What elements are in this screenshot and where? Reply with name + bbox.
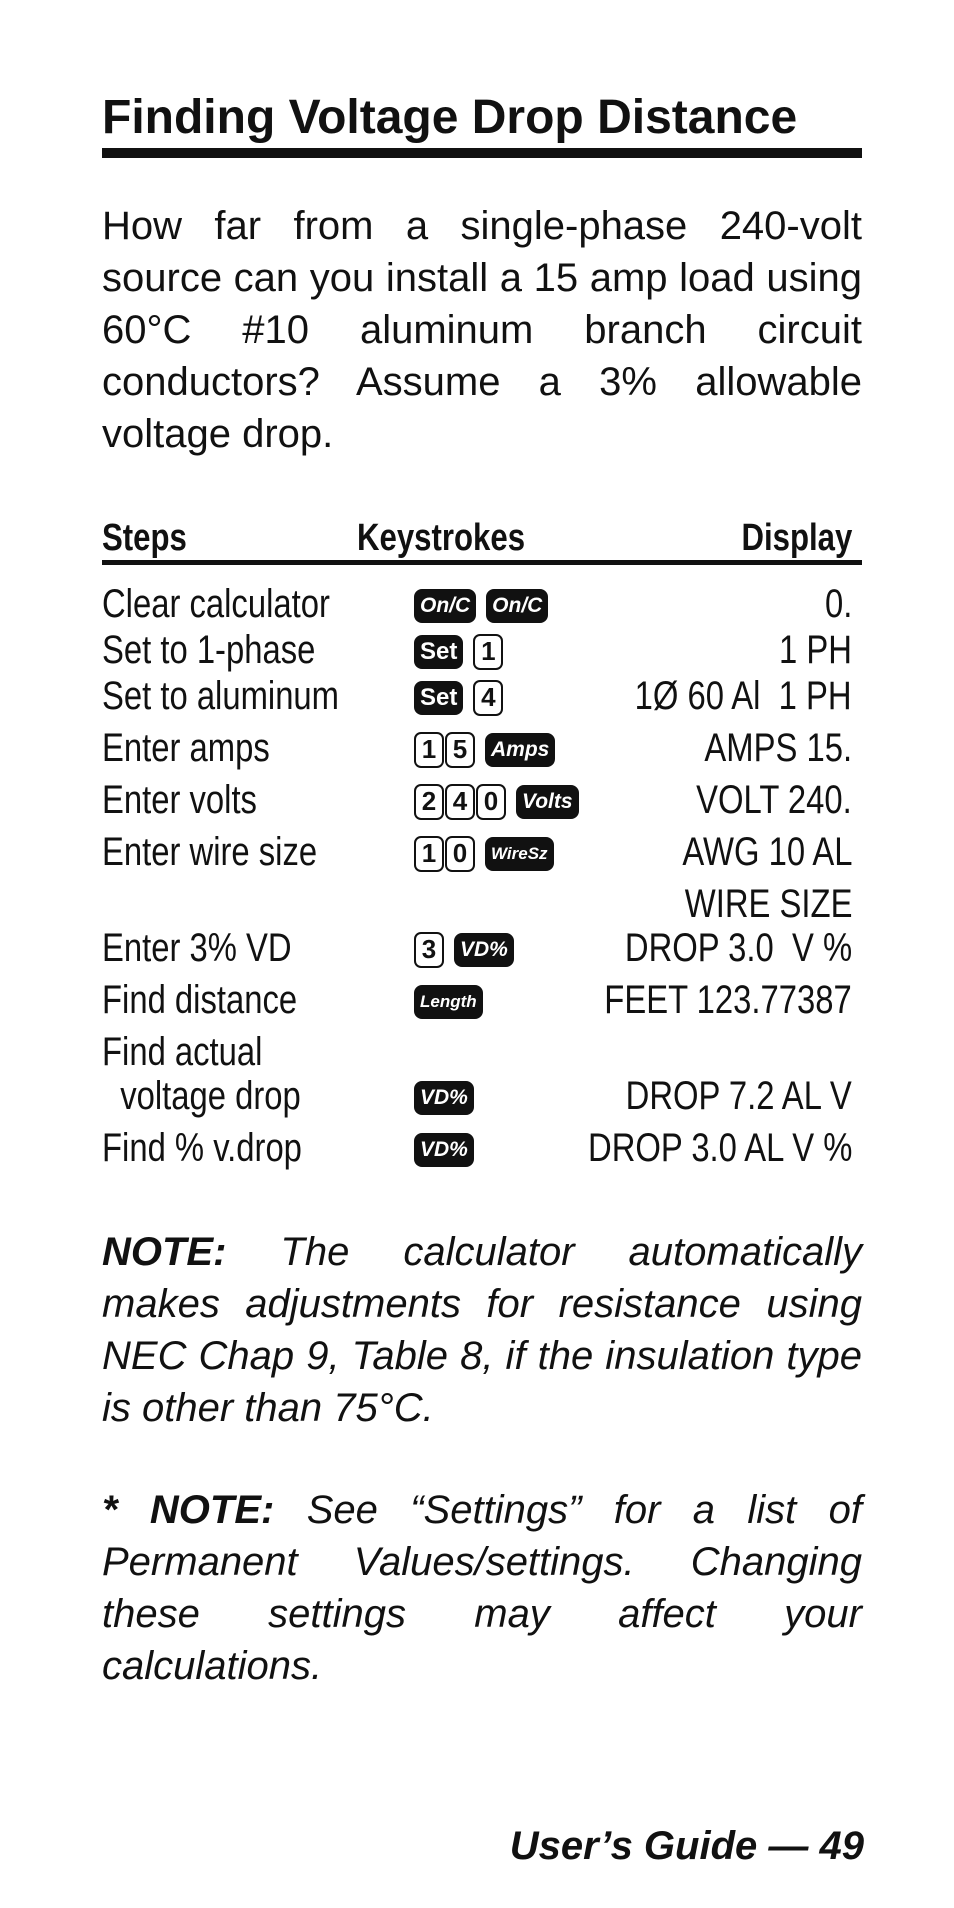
calculator-key: VD% xyxy=(414,1133,474,1167)
digit-keys xyxy=(414,836,475,872)
calculator-key: Set xyxy=(414,681,463,715)
keystrokes xyxy=(414,836,554,872)
note-resistance xyxy=(102,1226,862,1434)
calculator-key: On/C xyxy=(414,589,476,623)
digit-key: 4 xyxy=(445,784,475,820)
keystrokes xyxy=(414,1080,474,1116)
table-header-rule xyxy=(102,560,862,565)
display-readout: DROP 7.2 AL V xyxy=(625,1074,852,1118)
note-settings xyxy=(102,1484,862,1692)
table-row xyxy=(102,1072,862,1124)
note-label: NOTE: xyxy=(102,1230,227,1274)
step-label: voltage drop xyxy=(102,1074,301,1118)
keystrokes xyxy=(414,1132,474,1168)
display-readout: 0. xyxy=(824,582,852,626)
digit-keys xyxy=(473,634,503,670)
keystrokes xyxy=(414,984,483,1020)
page-footer: User’s Guide — 49 xyxy=(509,1824,864,1868)
display-readout: DROP 3.0 AL V % xyxy=(587,1126,852,1170)
digit-key: 4 xyxy=(473,680,503,716)
intro-paragraph: How far from a single-phase 240-volt source can you install a 15 amp load using 60°C #10 aluminum branch circuit conductors? Assume a 3% allowable voltage drop. xyxy=(102,204,862,456)
digit-key: 2 xyxy=(414,784,444,820)
table-row xyxy=(102,828,862,880)
table-row xyxy=(102,672,862,724)
table-row xyxy=(102,580,862,626)
display-readout: WIRE SIZE xyxy=(684,882,852,926)
step-label: Set to aluminum xyxy=(102,674,340,718)
keystrokes xyxy=(414,634,503,670)
display-readout: DROP 3.0 V % xyxy=(624,926,852,970)
digit-keys xyxy=(414,932,444,968)
steps-table xyxy=(102,510,862,1176)
keystrokes xyxy=(414,588,548,624)
table-row xyxy=(102,626,862,672)
step-label: Clear calculator xyxy=(102,582,330,626)
digit-key: 0 xyxy=(445,836,475,872)
digit-keys xyxy=(414,784,506,820)
digit-keys xyxy=(414,732,475,768)
keystrokes xyxy=(414,680,503,716)
digit-key: 1 xyxy=(414,732,444,768)
keystrokes xyxy=(414,732,555,768)
calculator-key: VD% xyxy=(414,1081,474,1115)
page-title: Finding Voltage Drop Distance xyxy=(102,91,798,144)
note-label: * NOTE: xyxy=(102,1488,275,1532)
digit-key: 0 xyxy=(476,784,506,820)
table-row xyxy=(102,724,862,776)
step-label: Enter amps xyxy=(102,726,270,770)
keystrokes xyxy=(414,932,514,968)
keystrokes xyxy=(414,784,579,820)
digit-key: 3 xyxy=(414,932,444,968)
digit-key: 1 xyxy=(414,836,444,872)
calculator-key: Volts xyxy=(516,785,579,819)
header-keystrokes: Keystrokes xyxy=(357,517,526,559)
note-text: See “Settings” for a list of Permanent Values/settings. Changing these settings may affect your calculations. xyxy=(102,1488,862,1688)
step-label: Enter volts xyxy=(102,778,257,822)
step-label: Find % v.drop xyxy=(102,1126,302,1170)
calculator-key: VD% xyxy=(454,933,514,967)
display-readout: 1 PH xyxy=(779,628,852,672)
step-label: Set to 1-phase xyxy=(102,628,316,672)
table-header xyxy=(102,510,861,566)
header-steps: Steps xyxy=(102,517,187,559)
calculator-key: Length xyxy=(414,985,483,1019)
calculator-key: Amps xyxy=(485,733,555,767)
title-underline xyxy=(102,148,862,158)
calculator-key: Set xyxy=(414,635,463,669)
display-readout: AWG 10 AL xyxy=(681,830,852,874)
digit-key: 1 xyxy=(473,634,503,670)
table-row xyxy=(102,924,862,976)
calculator-key: WireSz xyxy=(485,837,554,871)
display-readout: 1Ø 60 Al 1 PH xyxy=(635,674,852,718)
table-row xyxy=(102,776,862,828)
note-text: The calculator automatically makes adjustments for resistance using NEC Chap 9, Table 8, if the insulation type is other than 75°C. xyxy=(102,1230,862,1430)
table-row xyxy=(102,880,862,924)
header-display: Display xyxy=(741,517,853,559)
table-row xyxy=(102,1028,862,1072)
step-label: Find distance xyxy=(102,978,298,1022)
calculator-key: On/C xyxy=(486,589,548,623)
step-label: Find actual xyxy=(102,1030,263,1074)
digit-keys xyxy=(473,680,503,716)
table-row xyxy=(102,976,862,1028)
table-body xyxy=(102,580,862,1176)
table-row xyxy=(102,1124,862,1176)
display-readout: AMPS 15. xyxy=(704,726,852,770)
step-label: Enter 3% VD xyxy=(102,926,292,970)
display-readout: FEET 123.77387 xyxy=(604,978,852,1022)
step-label: Enter wire size xyxy=(102,830,318,874)
display-readout: VOLT 240. xyxy=(696,778,852,822)
digit-key: 5 xyxy=(445,732,475,768)
